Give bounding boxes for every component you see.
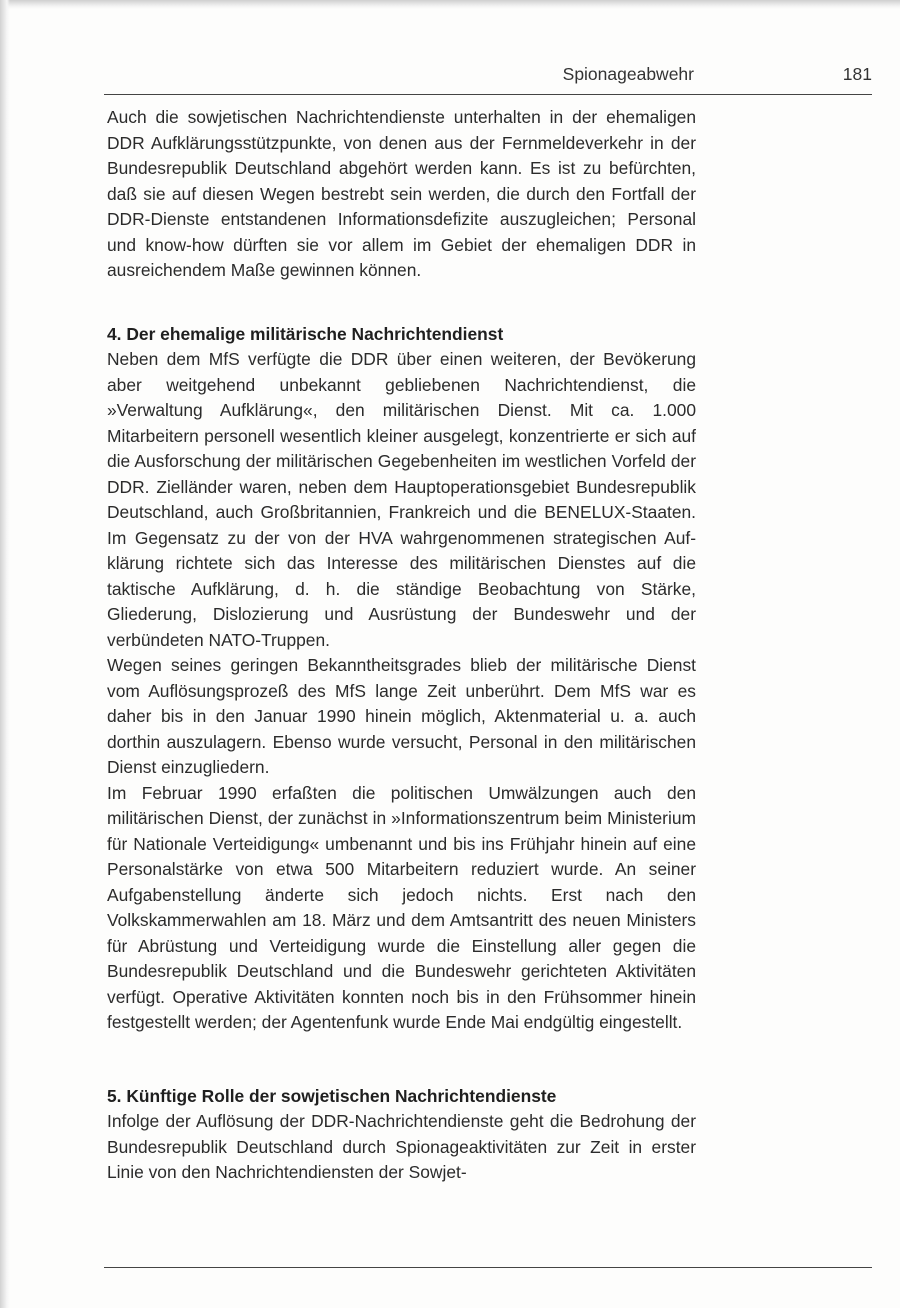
page-number: 181 <box>842 64 872 84</box>
footer-rule <box>104 1267 872 1268</box>
running-head: Spionageabwehr <box>562 64 694 84</box>
scan-shadow-left <box>0 0 10 1308</box>
section-5-heading: 5. Künftige Rolle der sowjetischen Nachrichtendienste <box>107 1085 557 1106</box>
scan-shadow-top <box>0 0 900 9</box>
section-4-paragraph-3: Im Februar 1990 erfaßten die politischen Umwälzungen auch den militärischen Dienst, der zunächst in »Informationszentrum beim Ministerium für Nationale Verteidigung« umbenannt und bis ins Frühjahr hinein auf eine Personalstärke von etwa 500 Mitarbeitern reduziert wurde. An seiner Aufgabenstellung änderte sich jedoch nichts. Erst nach den Volkskammerwahlen am 18. März und dem Amtsantritt des neuen Ministers für Abrüstung und Verteidigung wurde die Einstellung aller gegen die Bundesrepublik Deutschland und die Bundeswehr gerichteten Aktivitäten verfügt. Operative Aktivitäten konnten noch bis in den Frühsommer hinein festgestellt werden; der Agentenfunk wurde Ende Mai endgültig eingestellt. <box>107 782 696 1032</box>
intro-paragraph: Auch die sowjetischen Nachrichtendienste unterhalten in der ehemaligen DDR Aufklärungsstützpunkte, von denen aus der Fernmeldeverkehr in der Bundesrepublik Deutschland abgehört werden kann. Es ist zu befürchten, daß sie auf diesen Wegen bestrebt sein werden, die durch den Fortfall der DDR-Dienste entstandenen Informationsdefizite auszugleichen; Personal und know-how dürften sie vor allem im Gebiet der ehemaligen DDR in ausreichendem Maße gewinnen können. <box>107 107 696 280</box>
section-5-paragraph-1: Infolge der Auflösung der DDR-Nachrichtendienste geht die Bedrohung der Bundesrepublik Deutschland durch Spionageaktivitäten zur Zeit in erster Linie von den Nachrichtendiensten der Sowjet- <box>107 1111 696 1182</box>
page-body <box>107 105 696 1186</box>
section-4-paragraph-1: Neben dem MfS verfügte die DDR über einen weiteren, der Bevökerung aber weitgehend unbekannt gebliebenen Nachrichtendienst, die »Verwaltung Aufklärung«, den militärischen Dienst. Mit ca. 1.000 Mitarbeitern personell wesentlich kleiner ausgelegt, konzentrierte er sich auf die Ausforschung der militärischen Gegebenheiten im westlichen Vorfeld der DDR. Zielländer waren, neben dem Hauptoperationsgebiet Bundesrepublik Deutschland, auch Großbritannien, Frankreich und die BENELUX-Staaten. Im Gegensatz zu der von der HVA wahrgenommenen strategischen Aufklärung richtete sich das Interesse des militärischen Dienstes auf die taktische Aufklärung, d. h. die ständige Beobachtung von Stärke, Gliederung, Dislozierung und Ausrüstung der Bundeswehr und der verbündeten NATO-Truppen. <box>107 349 696 650</box>
header-rule <box>104 94 872 95</box>
section-4-heading: 4. Der ehemalige militärische Nachrichtendienst <box>107 323 504 344</box>
section-4-paragraph-2: Wegen seines geringen Bekanntheitsgrades blieb der militärische Dienst vom Auflösungsprozeß des MfS lange Zeit unberührt. Dem MfS war es daher bis in den Januar 1990 hinein möglich, Aktenmaterial u. a. auch dorthin auszulagern. Ebenso wurde versucht, Personal in den militärischen Dienst einzugliedern. <box>107 655 696 777</box>
page-header <box>104 64 872 88</box>
